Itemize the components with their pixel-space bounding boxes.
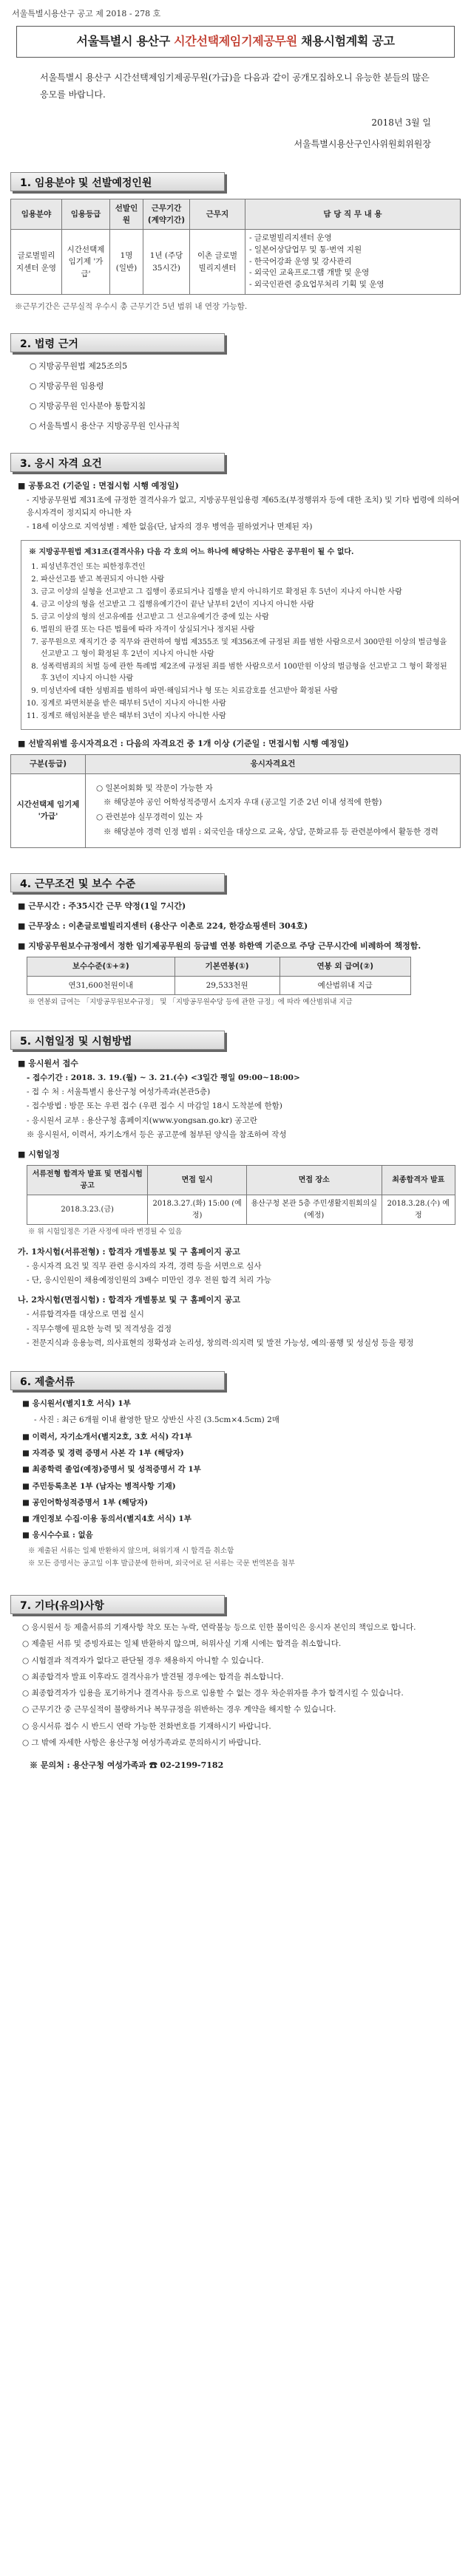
cell-duties	[245, 230, 461, 295]
list-item: ○ 서울특별시 용산구 지방공무원 인사규칙	[30, 420, 461, 432]
circle-bullet-icon: ○	[22, 1738, 32, 1747]
col-count: 선발인원	[110, 199, 143, 230]
notice-title	[16, 26, 455, 58]
circle-bullet-icon: ○	[30, 361, 37, 372]
list-item: ■ 공인어학성적증명서 1부 (해당자)	[22, 1497, 148, 1507]
col-interview-place: 면접 장소	[246, 1166, 382, 1195]
square-bullet-icon: ■	[18, 1149, 29, 1160]
application-item: - 접 수 처 : 서울특별시 용산구청 여성가족과(본관5층)	[27, 1087, 211, 1096]
issuing-organization: 서울특별시용산구인사위원회위원장	[294, 139, 431, 150]
list-item: ○ 시험결과 적격자가 없다고 판단될 경우 채용하지 아니할 수 있습니다.	[22, 1656, 264, 1665]
cell-pay-extra: 예산범위내 지급	[279, 976, 410, 994]
section-7-heading: 7. 기타(유의)사항	[10, 1595, 225, 1614]
table-row	[27, 1195, 455, 1225]
circle-bullet-icon: ○	[22, 1689, 32, 1698]
stage-2-item: - 직무수행에 필요한 능력 및 적격성을 검정	[27, 1324, 172, 1333]
requirements-table	[10, 754, 461, 848]
list-item: ○ 최종합격자 발표 이후라도 결격사유가 발견될 경우에는 합격을 취소합니다.	[22, 1672, 284, 1681]
period-note: ※근무기간은 근무실적 우수시 총 근무기간 5년 범위 내 연장 가능함.	[15, 301, 248, 311]
cell-interview-place: 용산구청 본관 5층 주민생활지원회의실(예정)	[246, 1195, 382, 1225]
square-bullet-icon: ■	[22, 1465, 33, 1475]
requirement-line: ○ 관련분야 실무경력이 있는 자	[96, 813, 203, 822]
table-row	[11, 773, 461, 848]
section-6-heading: 6. 제출서류	[10, 1371, 225, 1390]
salary-note: ※ 연봉외 급여는 「지방공무원보수규정」 및 「지방공무원수당 등에 관한 규정」에 따라 예산범위내 지급	[28, 997, 353, 1006]
notice-number: 서울특별시용산구 공고 제 2018 - 278 호	[12, 9, 161, 18]
cell-place: 이촌 글로벌 빌리지센터	[190, 230, 245, 295]
circle-bullet-icon: ○	[22, 1623, 32, 1633]
list-item: ○ 지방공무원 임용령	[30, 380, 461, 392]
documents-note: ※ 모든 증명서는 공고일 이후 발급분에 한하며, 외국어로 된 서류는 국문 번역본을 첨부	[28, 1559, 295, 1568]
list-item: 5. 금고 이상의 형의 선고유예를 선고받고 그 선고유예기간 중에 있는 사람	[41, 612, 453, 623]
notes-list	[22, 1622, 461, 1749]
list-item: - 사진 : 최근 6개월 이내 촬영한 탈모 상반신 사진 (3.5cm×4.5cm) 2매	[34, 1415, 279, 1425]
section-3-heading: 3. 응시 자격 요건	[10, 453, 225, 472]
duty-item: - 한국어강좌 운영 및 강사관리	[249, 256, 352, 266]
table-row	[27, 976, 411, 994]
stage-1-heading: 가. 1차시험(서류전형) : 합격자 개별통보 및 구 홈페이지 공고	[18, 1246, 240, 1257]
documents-note: ※ 제출된 서류는 일체 반환하지 않으며, 허위기재 시 합격을 취소함	[28, 1546, 234, 1555]
cell-category: 시간선택제 임기제 '가급'	[11, 773, 86, 848]
documents-list	[22, 1398, 461, 1541]
list-item: ○ 최종합격자가 임용을 포기하거나 결격사유 등으로 임용할 수 없는 경우 차순위자를 추가 합격시킬 수 있습니다.	[22, 1689, 404, 1698]
salary-table	[27, 957, 411, 995]
square-bullet-icon: ■	[22, 1449, 33, 1458]
square-bullet-icon: ■	[22, 1497, 33, 1507]
schedule-note: ※ 위 시험일정은 기관 사정에 따라 변경될 수 있음	[28, 1228, 183, 1237]
circle-bullet-icon: ○	[22, 1656, 32, 1665]
list-item: ■ 자격증 및 경력 증명서 사본 각 1부 (해당자)	[22, 1449, 184, 1458]
circle-bullet-icon: ○	[30, 401, 37, 411]
list-item: ○ 응시서류 접수 시 반드시 연락 가능한 전화번호를 기재하시기 바랍니다.	[22, 1721, 271, 1731]
col-duties: 담 당 직 무 내 용	[245, 199, 461, 230]
list-item: 10. 징계로 파면처분을 받은 때부터 5년이 지나지 아니한 사람	[41, 698, 453, 710]
square-bullet-icon: ■	[18, 1058, 29, 1068]
square-bullet-icon: ■	[18, 941, 29, 952]
requirement-item: - 지방공무원법 제31조에 규정한 결격사유가 없고, 지방공무원임용령 제65조(부정행위자 등에 대한 조치) 및 기타 법령에 의하여 응시자격이 정지되지 아니한 자	[27, 496, 460, 517]
square-bullet-icon: ■	[22, 1514, 33, 1524]
work-condition-item: ■ 근무장소 : 이촌글로벌빌리지센터 (용산구 이촌로 224, 한강쇼핑센터 304호)	[18, 921, 308, 932]
common-requirements-heading: ■ 공통요건 (기준일 : 면접시험 시행 예정일)	[18, 481, 179, 491]
col-doc-result: 서류전형 합격자 발표 및 면접시험공고	[27, 1166, 148, 1195]
list-item: ○ 지방공무원법 제25조의5	[30, 360, 461, 372]
legal-basis-list	[30, 360, 461, 432]
list-item: ■ 응시원서(별지1호 서식) 1부	[22, 1399, 131, 1409]
title-prefix: 서울특별시 용산구	[76, 34, 174, 49]
list-item: ○ 지방공무원 인사분야 통합지침	[30, 400, 461, 412]
stage-2-item: - 서류합격자를 대상으로 면접 실시	[27, 1310, 144, 1319]
duty-item: - 외국인 교육프로그램 개발 및 운영	[249, 268, 370, 278]
list-item: 2. 파산선고를 받고 복권되지 아니한 사람	[41, 574, 453, 586]
col-place: 근무지	[190, 199, 245, 230]
stage-1-item: - 응시자격 요건 및 직무 관련 응시자의 자격, 경력 등을 서면으로 심사	[27, 1261, 262, 1271]
contact-info: ※ 문의처 : 용산구청 여성가족과 ☎ 02-2199-7182	[30, 1760, 224, 1771]
schedule-table	[27, 1165, 455, 1225]
col-interview-date: 면접 일시	[148, 1166, 247, 1195]
section-1-heading: 1. 임용분야 및 선발예정인원	[10, 172, 225, 191]
list-item: 11. 징계로 해임처분을 받은 때부터 3년이 지나지 아니한 사람	[41, 711, 453, 722]
circle-bullet-icon: ○	[30, 421, 37, 431]
list-item: 7. 공무원으로 재직기간 중 직무와 관련하여 형법 제355조 및 제356조에 규정된 죄를 범한 사람으로서 300만원 이상의 벌금형을 선고받고 그 형이 확정된 후 2년이 지나지 아니한 사람	[41, 637, 453, 660]
list-item: 6. 법원의 판결 또는 다른 법률에 따라 자격이 상실되거나 정지된 사람	[41, 624, 453, 636]
square-bullet-icon: ■	[18, 921, 29, 932]
list-item: ■ 응시수수료 : 없음	[22, 1531, 93, 1540]
section-5-heading: 5. 시험일정 및 시험방법	[10, 1031, 225, 1050]
requirement-line: ※ 해당분야 경력 인정 범위 : 외국인을 대상으로 교육, 상담, 문화교류 등 관련분야에서 활동한 경력	[104, 827, 438, 837]
list-item: 9. 미성년자에 대한 성범죄를 범하여 파면·해임되거나 형 또는 치료감호를 선고받아 확정된 사람	[41, 686, 453, 697]
requirement-item: - 18세 이상으로 지역성별 : 제한 없음(단, 남자의 경우 병역을 필하였거나 면제된 자)	[27, 522, 313, 531]
requirement-line: ※ 해당분야 공인 어학성적증명서 소지자 우대 (공고일 기준 2년 이내 성적에 한함)	[104, 798, 382, 807]
stage-1-item: - 단, 응시인원이 채용예정인원의 3배수 미만인 경우 전원 합격 처리 가능	[27, 1276, 271, 1285]
section-2-heading: 2. 법령 근거	[10, 333, 225, 352]
col-pay-extra: 연봉 외 급여(②)	[279, 957, 410, 976]
square-bullet-icon: ■	[18, 739, 29, 749]
square-bullet-icon: ■	[22, 1481, 33, 1491]
lead-paragraph: 서울특별시 용산구 시간선택제임기제공무원(가급)을 다음과 같이 공개모집하오니 유능한 분들의 많은 응모를 바랍니다.	[40, 72, 430, 100]
stage-2-item: - 전문지식과 응용능력, 의사표현의 정확성과 논리성, 창의력·의지력 및 발전 가능성, 예의·품행 및 성실성 등을 평정	[27, 1338, 414, 1347]
application-item: - 접수방법 : 방문 또는 우편 접수 (우편 접수 시 마감일 18시 도착분에 한함)	[27, 1101, 282, 1111]
stage-2-heading: 나. 2차시험(면접시험) : 합격자 개별통보 및 구 홈페이지 공고	[18, 1295, 240, 1305]
table-header-row	[11, 755, 461, 773]
duty-item: - 일본어상담업무 및 통·번역 지원	[249, 245, 362, 254]
col-pay-total: 보수수준(①+②)	[27, 957, 175, 976]
disqualification-list	[29, 561, 453, 722]
list-item: ○ 근무기간 중 근무실적이 불량하거나 복무규정을 위반하는 경우 계약을 해지할 수 있습니다.	[22, 1705, 336, 1715]
circle-bullet-icon: ○	[22, 1639, 32, 1649]
list-item: 1. 피성년후견인 또는 피한정후견인	[41, 561, 453, 573]
cell-doc-result: 2018.3.23.(금)	[27, 1195, 148, 1225]
list-item: ○ 그 밖에 자세한 사항은 용산구청 여성가족과로 문의하시기 바랍니다.	[22, 1738, 262, 1747]
cell-period: 1년 (주당 35시간)	[143, 230, 190, 295]
cell-requirements	[86, 773, 461, 848]
col-grade: 임용등급	[62, 199, 110, 230]
table-header-row	[11, 199, 461, 230]
application-item: ※ 응시원서, 이력서, 자기소개서 등은 공고문에 첨부된 양식을 참조하여 작성	[27, 1130, 287, 1139]
circle-bullet-icon: ○	[22, 1721, 32, 1731]
notice-date: 2018년 3월 일	[371, 117, 431, 129]
cell-pay-base: 29,533천원	[174, 976, 279, 994]
table-row	[11, 230, 461, 295]
col-requirements: 응시자격요건	[86, 755, 461, 773]
cell-count: 1명 (일반)	[110, 230, 143, 295]
disqualification-box	[21, 540, 461, 730]
cell-interview-date: 2018.3.27.(화) 15:00 (예정)	[148, 1195, 247, 1225]
cell-field: 글로벌빌리지센터 운영	[11, 230, 62, 295]
list-item: ○ 제출된 서류 및 증빙자료는 일체 반환하지 않으며, 허위사실 기재 시에는 합격을 취소합니다.	[22, 1639, 342, 1649]
cell-pay-total: 연31,600천원이내	[27, 976, 175, 994]
list-item: ○ 응시원서 등 제출서류의 기재사항 착오 또는 누락, 연락불능 등으로 인한 불이익은 응시자 본인의 책임으로 합니다.	[22, 1623, 416, 1633]
list-item: ■ 이력서, 자기소개서(별지2호, 3호 서식) 각1부	[22, 1432, 192, 1441]
square-bullet-icon: ■	[22, 1531, 33, 1540]
duty-item: - 외국인관련 중요업무처리 기획 및 운영	[249, 280, 384, 290]
position-requirements-heading: ■ 선발직위별 응시자격요건 : 다음의 자격요건 중 1개 이상 (기준일 : 면접시험 시행 예정일)	[18, 739, 349, 749]
application-period: - 접수기간 : 2018. 3. 19.(월) ~ 3. 21.(수) <3일간 평일 09:00~18:00>	[27, 1073, 300, 1082]
circle-bullet-icon: ○	[22, 1672, 32, 1681]
col-field: 임용분야	[11, 199, 62, 230]
col-pay-base: 기본연봉(①)	[174, 957, 279, 976]
requirement-line: ○ 일본어회화 및 작문이 가능한 자	[96, 783, 213, 793]
section-4-heading: 4. 근무조건 및 보수 수준	[10, 873, 225, 892]
list-item: 3. 금고 이상의 실형을 선고받고 그 집행이 종료되거나 집행을 받지 아니하기로 확정된 후 5년이 지나지 아니한 사람	[41, 587, 453, 598]
list-item: ■ 최종학력 졸업(예정)증명서 및 성적증명서 각 1부	[22, 1465, 201, 1475]
square-bullet-icon: ■	[18, 901, 29, 912]
work-condition-item: ■ 지방공무원보수규정에서 정한 임기제공무원의 등급별 연봉 하한액 기준으로 주당 근무시간에 비례하여 책정함.	[18, 941, 421, 952]
list-item: ■ 개인정보 수집·이용 동의서(별지4호 서식) 1부	[22, 1514, 192, 1524]
cell-final-result: 2018.3.28.(수) 예정	[382, 1195, 455, 1225]
work-condition-item: ■ 근무시간 : 주35시간 근무 약정(1일 7시간)	[18, 901, 186, 912]
title-highlight: 시간선택제임기제공무원	[174, 34, 297, 49]
circle-bullet-icon: ○	[22, 1705, 32, 1715]
col-period: 근무기간(계약기간)	[143, 199, 190, 230]
duty-item: - 글로벌빌리지센터 운영	[249, 233, 332, 243]
application-heading: ■ 응시원서 접수	[18, 1058, 78, 1068]
application-item: - 응시원서 교부 : 용산구청 홈페이지(www.yongsan.go.kr) 공고란	[27, 1116, 257, 1125]
schedule-heading: ■ 시험일정	[18, 1149, 60, 1160]
position-table	[10, 199, 461, 295]
square-bullet-icon: ■	[18, 481, 29, 491]
list-item: 8. 성폭력범죄의 처벌 등에 관한 특례법 제2조에 규정된 죄를 범한 사람으로서 100만원 이상의 벌금형을 선고받고 그 형이 확정된 후 3년이 지나지 아니한 사람	[41, 661, 453, 685]
circle-bullet-icon: ○	[30, 381, 37, 392]
square-bullet-icon: ■	[22, 1432, 33, 1441]
cell-grade: 시간선택제 임기제 '가급'	[62, 230, 110, 295]
list-item: 4. 금고 이상의 형을 선고받고 그 집행유예기간이 끝난 날부터 2년이 지나지 아니한 사람	[41, 599, 453, 611]
table-header-row	[27, 957, 411, 976]
table-header-row	[27, 1166, 455, 1195]
disqualification-title: ※ 지방공무원법 제31조(결격사유) 다음 각 호의 어느 하나에 해당하는 사람은 공무원이 될 수 없다.	[29, 548, 354, 557]
col-category: 구분(등급)	[11, 755, 86, 773]
col-final-result: 최종합격자 발표	[382, 1166, 455, 1195]
square-bullet-icon: ■	[22, 1399, 33, 1409]
list-item: ■ 주민등록초본 1부 (남자는 병적사항 기재)	[22, 1481, 176, 1491]
title-suffix: 채용시험계획 공고	[297, 34, 395, 49]
